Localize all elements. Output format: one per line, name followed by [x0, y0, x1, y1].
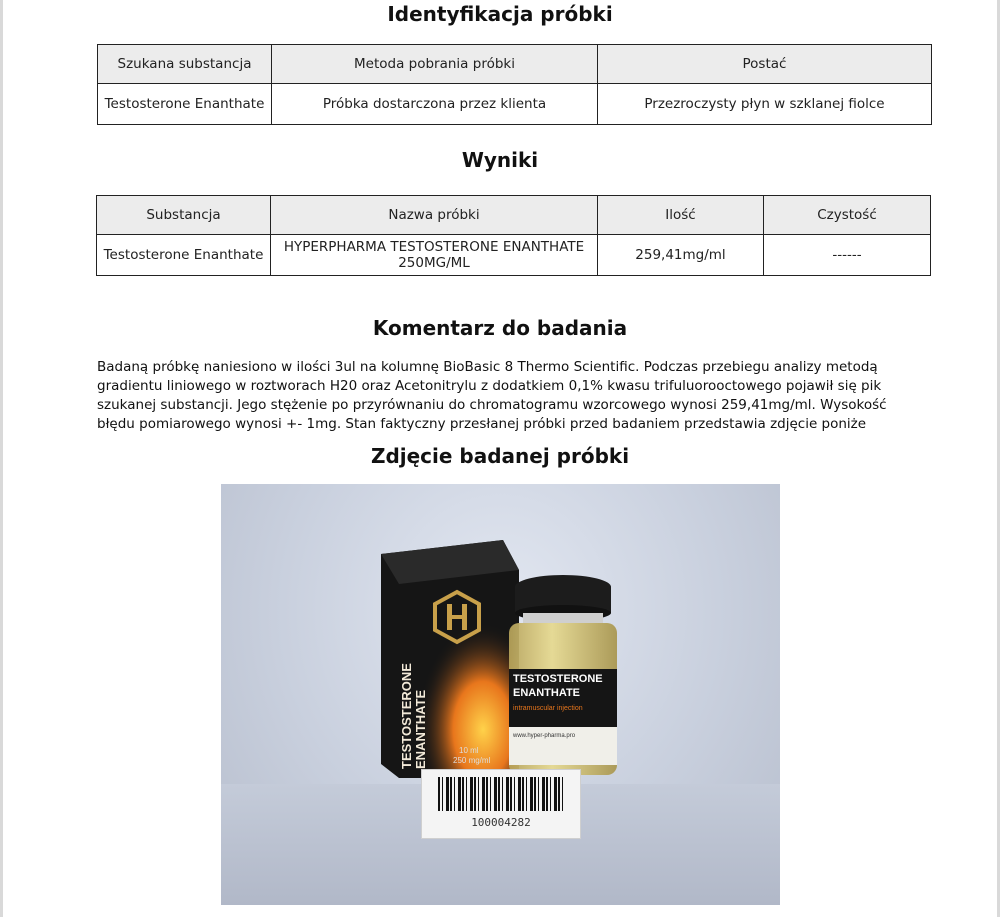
box-volume: 10 ml [459, 746, 479, 755]
photo-title: Zdjęcie badanej próbki [370, 444, 630, 468]
cell-substance: Testosterone Enanthate [98, 84, 272, 125]
table-header-row [98, 45, 932, 84]
cell-amount: 259,41mg/ml [598, 235, 764, 276]
table-header-row [97, 196, 931, 235]
cell-sampling-method: Próbka dostarczona przez klienta [272, 84, 598, 125]
vial-label-line2: ENANTHATE [513, 687, 581, 699]
cell-substance: Testosterone Enanthate [97, 235, 271, 276]
identification-table [97, 44, 932, 125]
vial [503, 569, 623, 784]
cell-purity: ------ [764, 235, 931, 276]
header-sampling-method: Metoda pobrania próbki [272, 45, 598, 84]
results-title: Wyniki [461, 148, 539, 172]
header-sample-name: Nazwa próbki [271, 196, 598, 235]
comment-text: Badaną próbkę naniesiono w ilości 3ul na kolumnę BioBasic 8 Thermo Scientific. Podczas przebiegu analizy metodą gradientu liniowego w roztworach H20 oraz Acetonitrylu z dodatkiem 0,1% kwasu trifuluorooctowego pojawił się pik szukanej substancji. Jego stężenie po przyrównaniu do chromatogramu wzorcowego wynosi 259,41mg/ml. Wysokość błędu pomiarowego wynosi +- 1mg. Stan faktyczny przesłanej próbki przed badaniem przedstawia zdjęcie poniże [97, 359, 887, 432]
table-row [97, 235, 931, 276]
comment-title: Komentarz do badania [372, 316, 628, 340]
barcode-sticker [421, 769, 581, 839]
barcode-bars [438, 777, 564, 811]
header-purity: Czystość [764, 196, 931, 235]
vial-label-line1: TESTOSTERONE [513, 673, 603, 685]
header-substance: Substancja [97, 196, 271, 235]
identification-title: Identyfikacja próbki [387, 2, 613, 26]
header-searched-substance: Szukana substancja [98, 45, 272, 84]
vial-label-line3: intramuscular injection [513, 705, 583, 712]
table-row [98, 84, 932, 125]
product-box [381, 540, 519, 778]
box-strength: 250 mg/ml [453, 756, 491, 765]
barcode-number: 100004282 [471, 816, 531, 829]
vial-url: www.hyper-pharma.pro [513, 733, 576, 739]
cell-form: Przezroczysty płyn w szklanej fiolce [598, 84, 932, 125]
sample-photo [221, 484, 780, 905]
header-amount: Ilość [598, 196, 764, 235]
box-product-name: TESTOSTERONE ENANTHATE [399, 663, 428, 769]
header-form: Postać [598, 45, 932, 84]
results-table [96, 195, 931, 276]
cell-sample-name: HYPERPHARMA TESTOSTERONE ENANTHATE 250MG/ML [271, 235, 598, 276]
